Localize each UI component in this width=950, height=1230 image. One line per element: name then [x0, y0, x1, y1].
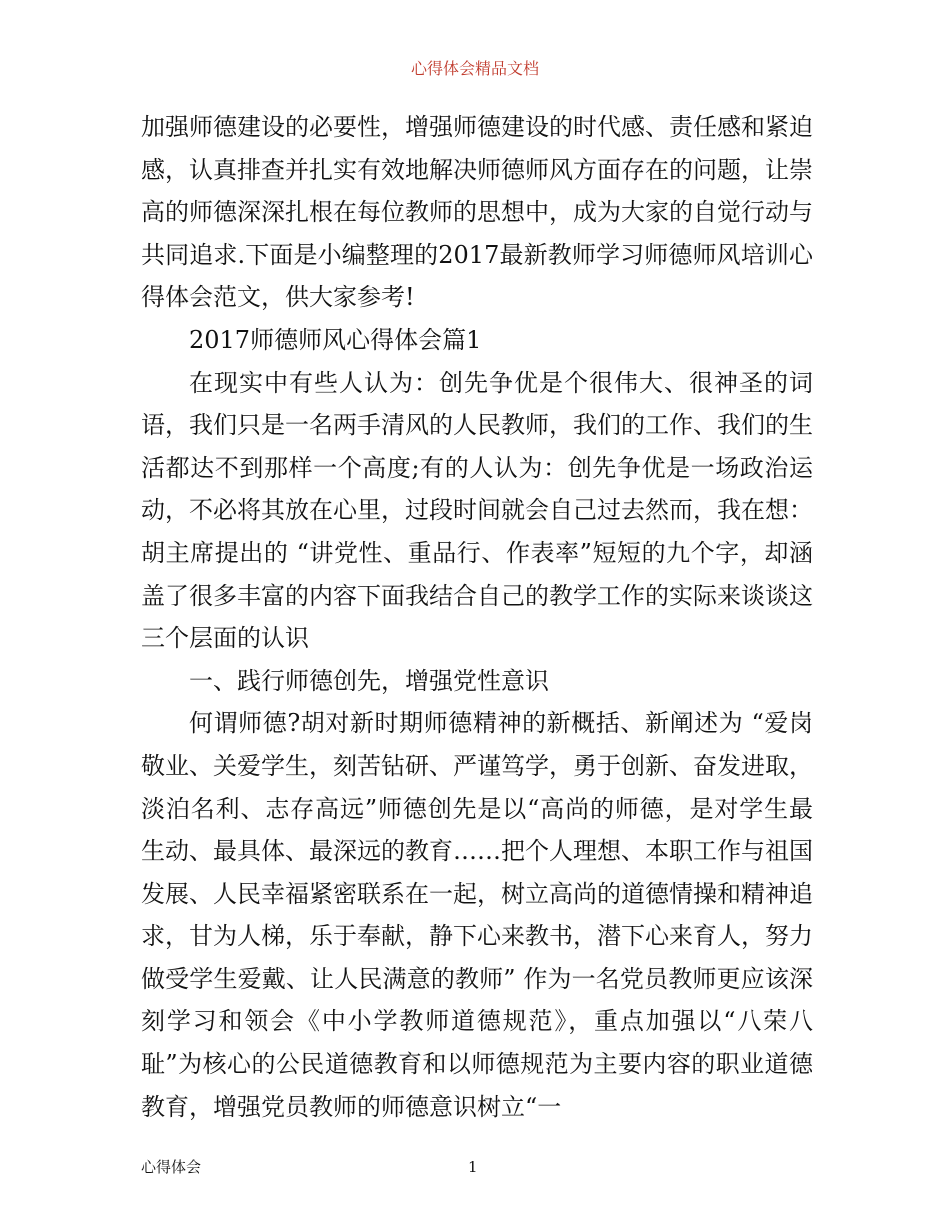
body-paragraph: 何谓师德?胡对新时期师德精神的新概括、新阐述为 “爱岗敬业、关爱学生，刻苦钻研、严谨笃学，勇于创新、奋发进取，淡泊名利、志存高远”师德创先是以“高尚的师德，是对学生最生动、最具体、最深远的教育……把个人理想、本职工作与祖国发展、人民幸福紧密联系在一起，树立高尚的道德情操和精神追求，甘为人梯，乐于奉献，静下心来教书，潜下心来育人，努力做受学生爱戴、让人民满意的教师” 作为一名党员教师更应该深刻学习和领会《中小学教师道德规范》，重点加强以“八荣八耻”为核心的公民道德教育和以师德规范为主要内容的职业道德教育，增强党员教师的师德意识树立“一 — [141, 709, 813, 1121]
subsection-heading: 一、践行师德创先，增强党性意识 — [189, 666, 549, 695]
section-heading: 2017师德师风心得体会篇1 — [189, 325, 482, 354]
page-footer — [0, 1156, 950, 1178]
page-header-title: 心得体会精品文档 — [410, 59, 539, 78]
document-body — [141, 106, 813, 1128]
body-paragraph: 在现实中有些人认为：创先争优是个很伟大、很神圣的词语，我们只是一名两手清风的人民教师，我们的工作、我们的生活都达不到那样一个高度;有的人认为：创先争优是一场政治运动，不必将其放在心里，过段时间就会自己过去然而，我在想：胡主席提出的 “讲党性、重品行、作表率”短短的九个字，却涵盖了很多丰富的内容下面我结合自己的教学工作的实际来谈谈这三个层面的认识 — [141, 368, 813, 653]
intro-paragraph: 加强师德建设的必要性，增强师德建设的时代感、责任感和紧迫感，认真排查并扎实有效地解决师德师风方面存在的问题，让崇高的师德深深扎根在每位教师的思想中，成为大家的自觉行动与共同追求.下面是小编整理的2017最新教师学习师德师风培训心得体会范文，供大家参考! — [141, 113, 813, 312]
page-number: 1 — [468, 1158, 478, 1176]
footer-label: 心得体会 — [141, 1158, 202, 1176]
